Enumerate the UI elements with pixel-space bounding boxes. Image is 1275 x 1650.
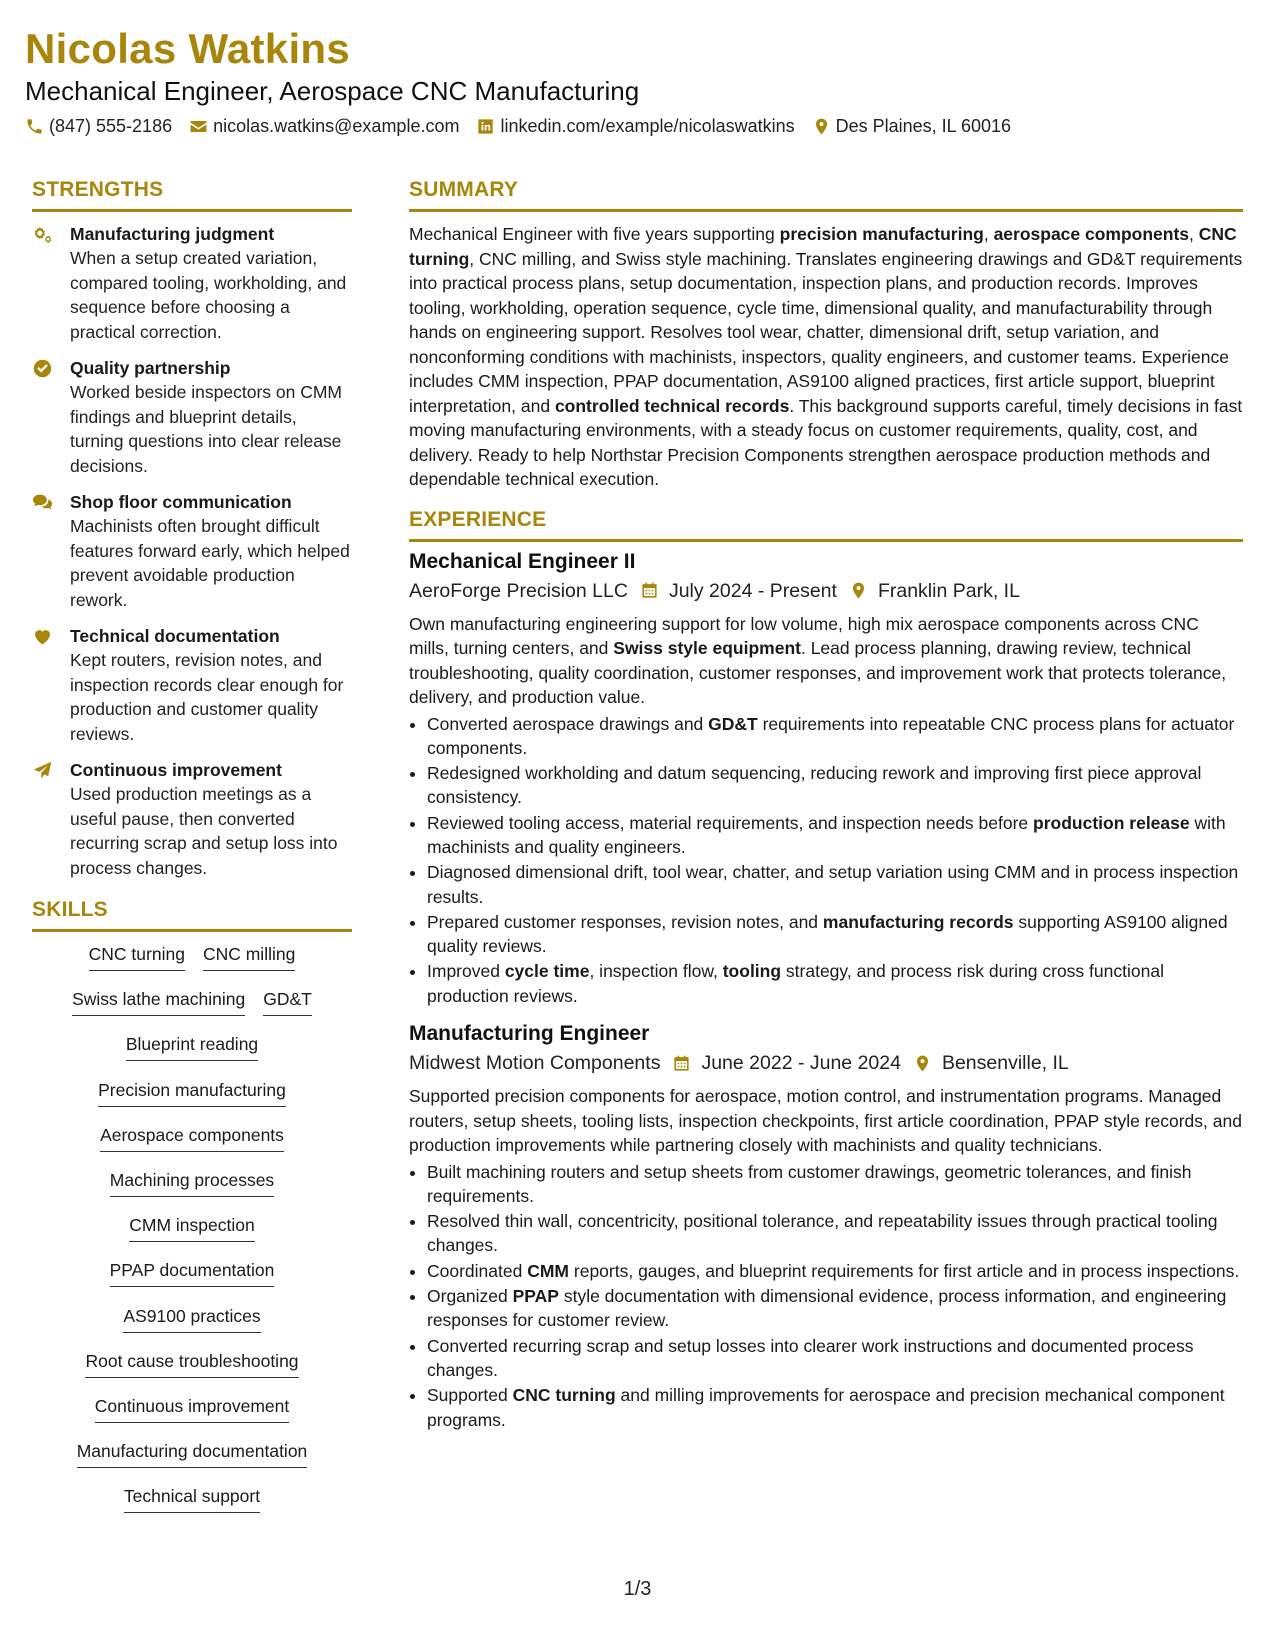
job-location: Franklin Park, IL — [877, 579, 1020, 602]
bullet-bold: CNC turning — [512, 1385, 616, 1406]
summary-bold: aerospace components — [993, 224, 1190, 244]
summary-text: Mechanical Engineer with five years supporting — [409, 224, 780, 244]
strength-desc: Worked beside inspectors on CMM findings and blueprint details, turning questions into clear release decisions. — [70, 382, 343, 476]
skill-tag: Machining processes — [110, 1168, 274, 1197]
contact-location-text: Des Plaines, IL 60016 — [835, 115, 1012, 136]
comments-icon — [32, 492, 53, 513]
bullet-item — [427, 910, 1243, 959]
bullet-text: Supported — [427, 1385, 513, 1406]
job-dates: July 2024 - Present — [668, 579, 837, 602]
experience-heading: EXPERIENCE — [409, 506, 1243, 542]
skill-row — [32, 1394, 352, 1439]
gears-icon — [32, 224, 53, 245]
bullet-bold: PPAP — [512, 1286, 559, 1307]
skill-row — [32, 1168, 352, 1213]
candidate-name: Nicolas Watkins — [25, 25, 351, 72]
bullet-bold: CMM — [527, 1260, 570, 1281]
skills-list — [32, 942, 352, 1529]
experience-list — [409, 548, 1243, 1432]
job-entry — [409, 548, 1243, 1009]
job-desc-text: Own manufacturing engineering support for low volume, high mix aerospace components across CNC mills, turning centers, and — [409, 613, 1199, 658]
bullet-text: with machinists and quality engineers. — [427, 812, 1226, 857]
summary-bold: CNC turning — [409, 224, 1237, 269]
bullet-item — [427, 959, 1243, 1008]
bullet-text: Coordinated — [427, 1260, 528, 1281]
bullet-text: reports, gauges, and blueprint requirements for first article and in process inspections. — [569, 1260, 1240, 1281]
job-title: Mechanical Engineer II — [409, 549, 636, 573]
job-desc-bold: Swiss style equipment — [613, 638, 801, 658]
summary-bold: precision manufacturing — [779, 224, 984, 244]
calendar-icon — [672, 1054, 691, 1073]
skill-tag: Technical support — [124, 1484, 260, 1513]
summary-bold: controlled technical records — [554, 395, 790, 416]
phone-icon — [25, 117, 44, 136]
job-meta — [409, 1048, 1243, 1078]
strength-title: Technical documentation — [70, 626, 280, 646]
summary-text: , — [1189, 224, 1199, 244]
skill-row — [32, 1032, 352, 1077]
bullet-text: supporting AS9100 aligned quality reviews. — [427, 911, 1228, 957]
skill-row — [32, 1484, 352, 1529]
strength-desc: Machinists often brought difficult features forward early, which helped prevent avoidable production rework. — [70, 516, 350, 610]
map-pin-icon — [913, 1054, 932, 1073]
job-title: Manufacturing Engineer — [409, 1022, 650, 1046]
bullet-bold: tooling — [722, 961, 782, 982]
skill-tag: CMM inspection — [129, 1213, 254, 1242]
skill-tag: Root cause troubleshooting — [85, 1349, 298, 1378]
job-company: Midwest Motion Components — [409, 1052, 661, 1075]
contact-location — [812, 116, 1011, 137]
bullet-text: requirements into repeatable CNC process plans for actuator components. — [427, 713, 1235, 758]
contact-email-text: nicolas.watkins@example.com — [213, 115, 460, 136]
bullet-item — [427, 860, 1243, 909]
bullet-text: strategy, and process risk during cross functional production reviews. — [427, 961, 1164, 1006]
bullet-bold: GD&T — [708, 713, 758, 734]
skill-tag: Aerospace components — [100, 1123, 284, 1152]
bullet-text: Diagnosed dimensional drift, tool wear, chatter, and setup variation using CMM and in process inspection results. — [427, 862, 1239, 907]
job-description — [409, 612, 1243, 710]
bullet-item — [427, 1209, 1243, 1258]
contact-bar — [25, 113, 1028, 139]
bullet-text: Reviewed tooling access, material requirements, and inspection needs before — [427, 812, 1034, 833]
paper-plane-icon — [32, 760, 53, 781]
skill-tag: Manufacturing documentation — [77, 1439, 308, 1468]
linkedin-icon — [476, 117, 495, 136]
skills-heading: SKILLS — [32, 896, 352, 932]
bullet-item — [427, 761, 1243, 810]
skill-row — [32, 987, 352, 1032]
skill-tag: Blueprint reading — [126, 1032, 258, 1061]
job-bullets — [409, 1160, 1243, 1432]
bullet-item — [427, 811, 1243, 860]
contact-linkedin[interactable] — [476, 116, 794, 137]
strength-title: Continuous improvement — [70, 760, 282, 780]
job-description — [409, 1084, 1243, 1158]
bullet-text: Converted recurring scrap and setup losses into clearer work instructions and documented process changes. — [427, 1335, 1194, 1380]
bullet-item — [427, 1284, 1243, 1333]
bullet-bold: production release — [1033, 812, 1190, 833]
job-company: AeroForge Precision LLC — [409, 579, 628, 602]
summary-text: . This background supports careful, timely decisions in fast moving manufacturing environments, with a steady focus on customer requirements, quality, cost, and delivery. Ready to help Northstar Precision Components strengthen aerospace production methods and dependable technical execution. — [409, 395, 1243, 489]
envelope-icon — [189, 117, 208, 136]
job-bullets — [409, 712, 1243, 1009]
summary-text — [409, 222, 1243, 492]
strength-desc: When a setup created variation, compared tooling, workholding, and sequence before choosing a practical correction. — [70, 248, 347, 342]
skill-row — [32, 1349, 352, 1394]
bullet-item — [427, 712, 1243, 761]
candidate-headline: Mechanical Engineer, Aerospace CNC Manufacturing — [25, 76, 640, 106]
skill-tag: Continuous improvement — [95, 1394, 290, 1423]
skill-tag: Swiss lathe machining — [72, 987, 245, 1016]
skill-tag: GD&T — [263, 987, 312, 1016]
strength-item — [32, 356, 352, 478]
job-dates: June 2022 - June 2024 — [701, 1052, 901, 1075]
check-circle-icon — [32, 358, 53, 379]
summary-text: , — [983, 224, 994, 244]
job-meta — [409, 576, 1243, 606]
skill-row — [32, 1123, 352, 1168]
bullet-item — [427, 1334, 1243, 1383]
bullet-item — [427, 1160, 1243, 1209]
strength-title: Quality partnership — [70, 358, 231, 378]
calendar-icon — [640, 581, 659, 600]
bullet-text: Prepared customer responses, revision notes, and — [427, 911, 823, 932]
job-location: Bensenville, IL — [941, 1052, 1069, 1075]
contact-linkedin-text: linkedin.com/example/nicolaswatkins — [500, 115, 795, 136]
bullet-bold: cycle time — [504, 961, 590, 982]
right-column — [409, 176, 1243, 1433]
strength-desc: Kept routers, revision notes, and inspection records clear enough for production and customer quality reviews. — [70, 650, 344, 744]
strength-title: Shop floor communication — [70, 492, 292, 512]
contact-phone[interactable] — [25, 116, 172, 137]
bullet-text: Improved — [427, 961, 505, 982]
strength-item — [32, 758, 352, 880]
bullet-text: Redesigned workholding and datum sequencing, reducing rework and improving first piece approval consistency. — [427, 763, 1202, 808]
strength-item — [32, 490, 352, 612]
contact-email[interactable] — [189, 116, 459, 137]
map-pin-icon — [849, 581, 868, 600]
bullet-text: Built machining routers and setup sheets from customer drawings, geometric tolerances, and finish requirements. — [427, 1161, 1192, 1206]
summary-text: , CNC milling, and Swiss style machining. Translates engineering drawings and GD&T requirements into practical process plans, setup documentation, inspection plans, and production records. Improves tooling, workholding, operation sequence, cycle time, dimensional quality, and manufacturability through hands on engineering support. Resolves tool wear, chatter, dimensional drift, setup variation, and nonconforming conditions with machinists, inspectors, quality engineers, and customer teams. Experience includes CMM inspection, PPAP documentation, AS9100 aligned practices, first article support, blueprint interpretation, and — [409, 248, 1243, 416]
bullet-text: Organized — [427, 1286, 513, 1307]
bullet-item — [427, 1259, 1243, 1283]
skill-row — [32, 1258, 352, 1303]
bullet-text: , inspection flow, — [589, 961, 723, 982]
bullet-text: and milling improvements for aerospace and precision mechanical component programs. — [427, 1385, 1225, 1430]
skill-tag: CNC turning — [89, 942, 185, 971]
bullet-bold: manufacturing records — [822, 911, 1014, 932]
bullet-text: Resolved thin wall, concentricity, positional tolerance, and repeatability issues through practical tooling changes. — [427, 1211, 1218, 1256]
summary-heading: SUMMARY — [409, 176, 1243, 212]
bullet-text: Converted aerospace drawings and — [427, 713, 709, 734]
skill-tag: AS9100 practices — [123, 1304, 260, 1333]
skill-row — [32, 1213, 352, 1258]
job-desc-text: Supported precision components for aerospace, motion control, and instrumentation programs. Managed routers, setup sheets, tooling lists, inspection checkpoints, first article coordination, PPAP style records, and production improvements while partnering closely with machinists and quality technicians. — [409, 1086, 1242, 1156]
job-desc-text: . Lead process planning, drawing review, technical troubleshooting, quality coordination, customer responses, and improvement work that protects tolerance, delivery, and production value. — [409, 638, 1227, 707]
skill-tag: CNC milling — [203, 942, 295, 971]
strength-item — [32, 624, 352, 746]
contact-phone-text: (847) 555-2186 — [49, 115, 173, 136]
bullet-item — [427, 1383, 1243, 1432]
skill-tag: PPAP documentation — [110, 1258, 275, 1287]
page-number: 1/3 — [623, 1578, 652, 1600]
skill-row — [32, 1304, 352, 1349]
map-pin-icon — [812, 117, 831, 136]
job-entry — [409, 1020, 1243, 1432]
strength-desc: Used production meetings as a useful pause, then converted recurring scrap and setup loss into process changes. — [70, 784, 338, 878]
skill-row — [32, 1439, 352, 1484]
strengths-heading: STRENGTHS — [32, 176, 352, 212]
heart-icon — [32, 626, 53, 647]
skill-tag: Precision manufacturing — [98, 1078, 286, 1107]
strength-title: Manufacturing judgment — [70, 224, 275, 244]
strength-item — [32, 222, 352, 344]
skill-row — [32, 942, 352, 987]
left-column — [32, 176, 352, 1529]
skill-row — [32, 1078, 352, 1123]
bullet-text: style documentation with dimensional evidence, process information, and engineering responses for customer review. — [427, 1286, 1227, 1331]
